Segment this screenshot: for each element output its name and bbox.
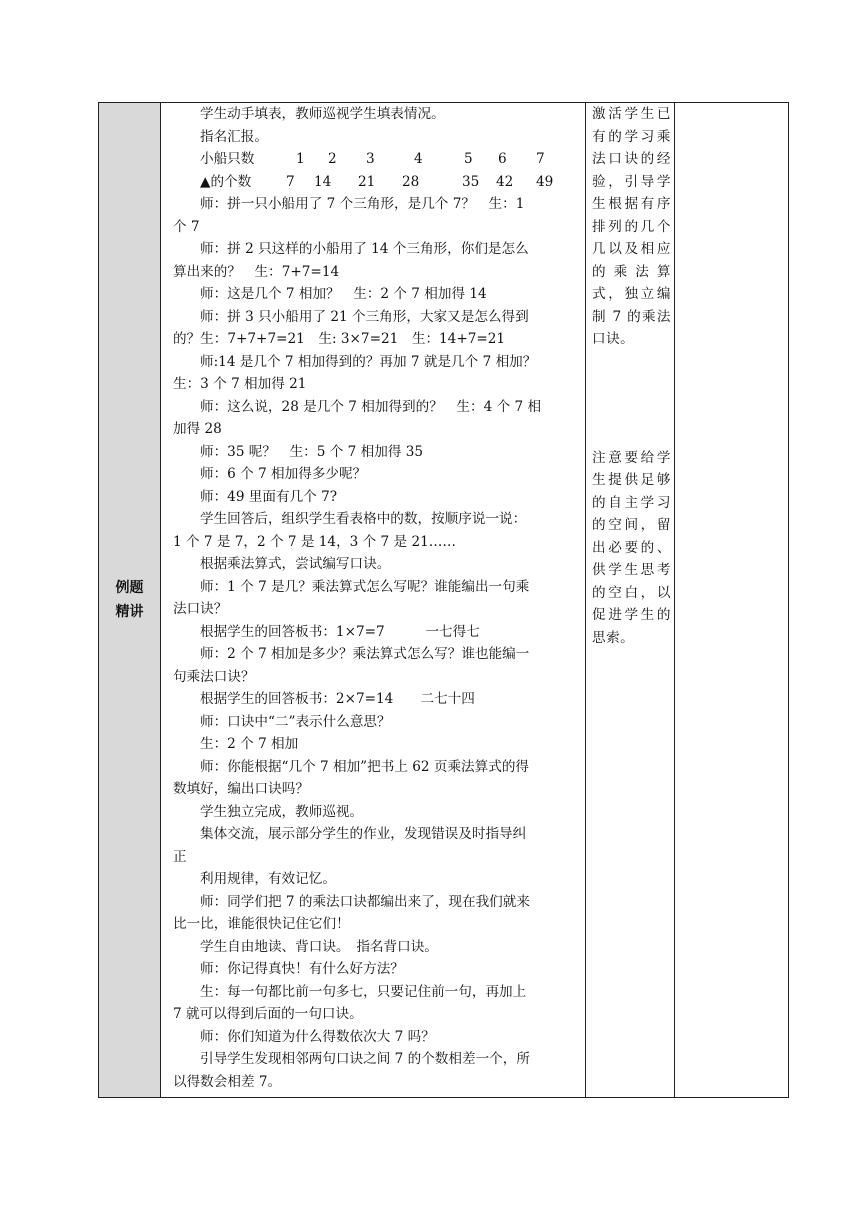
text-line: 生：3 个 7 相加得 21 — [173, 376, 307, 392]
design-note-2 — [592, 447, 671, 650]
teaching-process-cell — [161, 103, 586, 1098]
table-row-header: 小船只数 — [200, 151, 255, 167]
text-line: 法口诀？ — [173, 601, 228, 617]
text-line: 师：拼一只小船用了 7 个三角形，是几个 7？ 生：1 — [200, 196, 525, 212]
text-line: 师：你们知道为什么得数依次大 7 吗？ — [200, 1028, 435, 1045]
text-line: 师：口诀中“二”表示什么意思？ — [200, 713, 391, 730]
text-line — [173, 171, 579, 194]
text-line: 师：2 个 7 相加是多少？乘法算式怎么写？谁也能编一 — [200, 646, 530, 662]
text-line: 师：拼 3 只小船用了 21 个三角形，大家又是怎么得到 — [200, 308, 529, 325]
design-note-1 — [592, 103, 671, 351]
text-line: 师:14 是几个 7 相加得到的？再加 7 就是几个 7 相加？ — [200, 353, 537, 370]
table-cell: 2 — [328, 151, 337, 167]
text-line: 句乘法口诀？ — [173, 668, 255, 685]
text-line: 学生动手填表，教师巡视学生填表情况。 — [200, 106, 445, 122]
table-cell: 3 — [366, 151, 375, 167]
text-line: 师：同学们把 7 的乘法口诀都编出来了，现在我们就来 — [200, 893, 530, 910]
teaching-process-text — [173, 103, 579, 1093]
text-line: 数填好，编出口诀吗？ — [173, 781, 309, 797]
table-cell: 28 — [402, 173, 420, 190]
text-line: 师：49 里面有几个 7? — [200, 488, 338, 505]
table-row — [99, 103, 789, 1098]
section-label-line-1: 例题 — [115, 580, 144, 596]
text-line: 师：这么说，28 是几个 7 相加得到的？ 生：4 个 7 相 — [200, 398, 542, 415]
design-note-2-text: 注意要给学生提供足够的自主学习的空间，留出必要的、供学生思考的空白，以促进学生的思索。 — [592, 449, 671, 646]
table-cell: 21 — [358, 173, 376, 190]
text-line: 师：你能根据“几个 7 相加”把书上 62 页乘法算式的得 — [200, 758, 530, 775]
lesson-plan-table — [98, 102, 789, 1098]
text-line: 以得数会相差 7。 — [173, 1073, 282, 1090]
table-cell: 35 — [462, 173, 480, 190]
table-row-header: ▲的个数 — [200, 173, 252, 190]
text-line: 师：拼 2 只这样的小船用了 14 个三角形，你们是怎么 — [200, 241, 529, 257]
text-line: 正 — [173, 848, 187, 865]
text-line: 的？生：7+7+7=21 生: 3×7=21 生：14+7=21 — [173, 331, 506, 347]
text-line: 指名汇报。 — [200, 128, 268, 145]
table-cell: 7 — [286, 173, 295, 190]
text-line: 引导学生发现相邻两句口诀之间 7 的个数相差一个，所 — [200, 1051, 530, 1067]
text-line: 生：2 个 7 相加 — [200, 736, 299, 752]
text-line: 个 7 — [173, 218, 200, 235]
text-line: 根据乘法算式，尝试编写口诀。 — [200, 556, 391, 572]
text-line — [173, 148, 579, 171]
text-line: 师：1 个 7 是几？乘法算式怎么写呢？谁能编出一句乘 — [200, 578, 530, 595]
text-line: 集体交流，展示部分学生的作业，发现错误及时指导纠 — [200, 826, 527, 842]
text-line: 比一比，谁能很快记住它们！ — [173, 916, 350, 932]
text-line: 学生独立完成，教师巡视。 — [200, 803, 364, 820]
table-cell: 5 — [464, 151, 473, 167]
design-note-1-text: 激活学生已有的学习乘法口诀的经验，引导学生根据有序排列的几个几以及相应的乘法算式，独立编制 7 的乘法口诀。 — [592, 106, 671, 347]
text-line: 师：6 个 7 相加得多少呢？ — [200, 466, 367, 482]
text-line: 算出来的？ 生：7+7=14 — [173, 263, 340, 280]
section-label-cell — [99, 103, 161, 1098]
table-cell: 49 — [536, 173, 554, 190]
text-line: 根据学生的回答板书：1×7=7 一七得七 — [200, 623, 480, 640]
text-line: 师：35 呢？ 生：5 个 7 相加得 35 — [200, 443, 424, 460]
table-cell: 14 — [314, 173, 332, 190]
section-label-line-2: 精讲 — [115, 604, 144, 620]
text-line: 师：你记得真快！有什么好方法？ — [200, 961, 404, 977]
table-cell: 42 — [496, 173, 514, 190]
text-line: 利用规律，有效记忆。 — [200, 871, 336, 887]
table-cell: 6 — [498, 151, 507, 167]
text-line: 学生回答后，组织学生看表格中的数，按顺序说一说： — [200, 511, 527, 527]
text-line: 根据学生的回答板书：2×7=14 二七十四 — [200, 691, 475, 707]
empty-column-cell — [675, 103, 789, 1098]
table-cell: 7 — [536, 151, 545, 167]
table-cell: 4 — [414, 151, 423, 167]
text-line: 生：每一句都比前一句多七，只要记住前一句，再加上 — [200, 983, 527, 1000]
table-cell: 1 — [296, 151, 305, 167]
design-intent-cell — [586, 103, 675, 1098]
text-line: 加得 28 — [173, 421, 222, 437]
text-line: 师：这是几个 7 相加？ 生：2 个 7 相加得 14 — [200, 286, 487, 302]
text-line: 1 个 7 是 7，2 个 7 是 14，3 个 7 是 21…… — [173, 533, 456, 550]
text-line: 学生自由地读、背口诀。 指名背口诀。 — [200, 938, 438, 955]
text-line: 7 就可以得到后面的一句口诀。 — [173, 1006, 363, 1022]
